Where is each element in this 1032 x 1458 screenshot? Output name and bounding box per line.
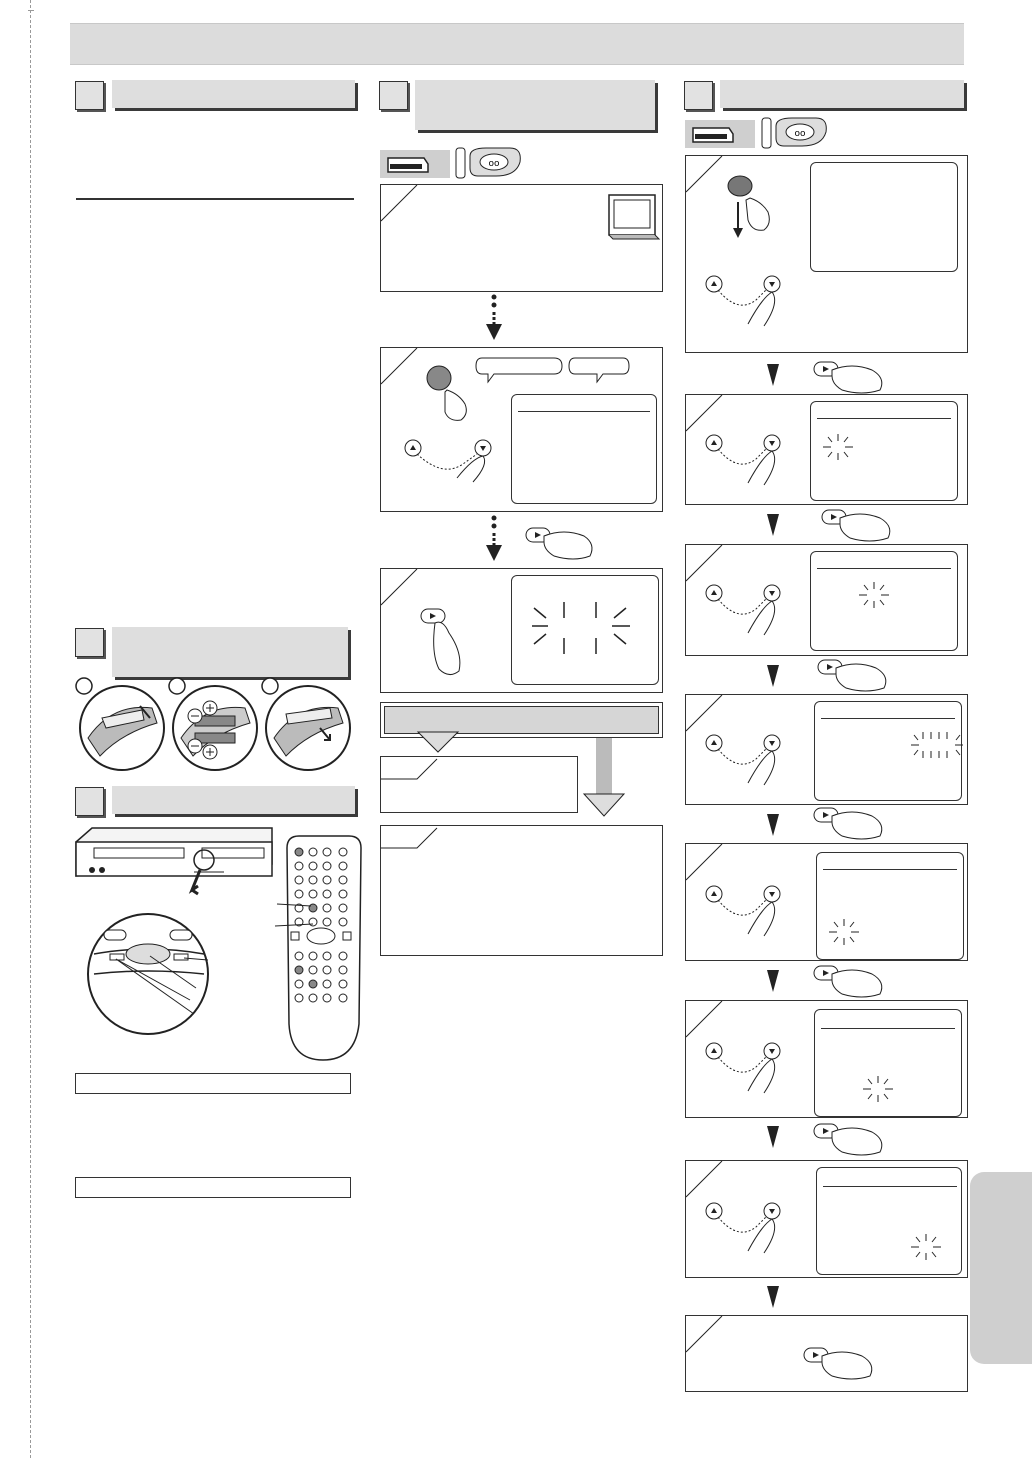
step-corner-mark bbox=[686, 156, 726, 196]
up-down-arrow-icon bbox=[704, 884, 804, 940]
flash-icon bbox=[827, 917, 861, 947]
up-down-arrow-icon bbox=[403, 438, 493, 482]
hand-press-icon bbox=[726, 172, 786, 242]
down-arrow-icon bbox=[484, 294, 504, 344]
flash-icon bbox=[909, 730, 965, 760]
play-button-icon bbox=[816, 656, 896, 692]
branch-arrow-left bbox=[416, 730, 460, 754]
vcr-panel-zoom bbox=[86, 904, 226, 1054]
note-box-1 bbox=[75, 1073, 351, 1094]
step-corner-mark bbox=[686, 1316, 726, 1356]
setup-screen-2 bbox=[810, 401, 958, 501]
flash-icon bbox=[526, 596, 646, 666]
vcr-cassette-icon bbox=[380, 150, 450, 178]
section-number-box-3 bbox=[75, 787, 104, 816]
section-heading-bar-3 bbox=[112, 786, 355, 814]
setup-screen-4 bbox=[814, 701, 962, 801]
play-button-icon bbox=[524, 522, 596, 562]
section-heading-bar-1 bbox=[112, 80, 355, 108]
down-arrow-icon bbox=[484, 515, 504, 565]
section-heading-bar-5 bbox=[720, 80, 964, 108]
branch-panel-2 bbox=[380, 825, 663, 956]
section-number-box-2 bbox=[75, 628, 104, 657]
tv-icon bbox=[609, 195, 657, 239]
page-header-banner bbox=[70, 23, 964, 65]
step-corner-mark bbox=[381, 757, 441, 781]
play-button-icon bbox=[812, 804, 892, 840]
note-box-2 bbox=[75, 1177, 351, 1198]
step-corner-mark bbox=[686, 395, 726, 435]
step-panel-3 bbox=[380, 568, 663, 693]
up-down-arrow-icon bbox=[704, 274, 804, 330]
down-arrow-icon bbox=[766, 512, 780, 538]
remote-control-icon bbox=[283, 834, 363, 1064]
step-corner-mark bbox=[381, 569, 421, 609]
speech-bubble-1 bbox=[474, 356, 564, 384]
flash-icon bbox=[857, 580, 891, 610]
battery-steps-illustration bbox=[72, 678, 357, 778]
setup-step-panel-5 bbox=[685, 843, 968, 961]
setup-screen-6 bbox=[814, 1009, 962, 1117]
setup-step-panel-2 bbox=[685, 394, 968, 505]
step-panel-2 bbox=[380, 347, 663, 512]
up-down-arrow-icon bbox=[704, 583, 804, 639]
up-down-arrow-icon bbox=[704, 1041, 804, 1097]
speech-bubble-2 bbox=[567, 356, 633, 384]
setup-step-panel-1 bbox=[685, 155, 968, 353]
chapter-side-tab bbox=[970, 1172, 1032, 1364]
step-corner-mark bbox=[686, 1161, 726, 1201]
flash-icon bbox=[909, 1232, 943, 1262]
down-arrow-icon bbox=[766, 663, 780, 689]
svg-text:oo: oo bbox=[794, 129, 806, 139]
flash-screen bbox=[511, 575, 659, 685]
setup-screen-7 bbox=[816, 1167, 962, 1275]
play-button-icon bbox=[820, 506, 900, 542]
branch-arrow-right bbox=[582, 738, 626, 818]
section-number-box-1 bbox=[75, 81, 104, 110]
setup-step-panel-4 bbox=[685, 694, 968, 805]
setup-step-panel-8 bbox=[685, 1315, 968, 1392]
setup-screen-5 bbox=[816, 852, 964, 960]
step-corner-mark bbox=[686, 844, 726, 884]
play-button-icon bbox=[812, 962, 892, 998]
flash-icon bbox=[821, 432, 855, 462]
hand-press-icon bbox=[425, 364, 475, 424]
step-corner-mark bbox=[381, 185, 421, 225]
section-heading-bar-4 bbox=[415, 80, 655, 130]
step-corner-mark bbox=[686, 695, 726, 735]
setup-screen-3 bbox=[810, 551, 958, 651]
left-margin-guide bbox=[30, 0, 31, 1458]
down-arrow-icon bbox=[766, 1284, 780, 1310]
up-down-arrow-icon bbox=[704, 1201, 804, 1257]
setup-screen-1 bbox=[810, 162, 958, 272]
section-divider-rule bbox=[76, 198, 354, 200]
battery-step-icon bbox=[169, 678, 257, 770]
step-corner-mark bbox=[381, 826, 441, 850]
section-heading-bar-2 bbox=[112, 627, 348, 677]
setup-step-panel-7 bbox=[685, 1160, 968, 1278]
section-number-box-5 bbox=[684, 81, 713, 110]
down-arrow-icon bbox=[766, 362, 780, 388]
down-arrow-icon bbox=[766, 812, 780, 838]
vcr-cassette-icon bbox=[685, 120, 755, 148]
step-corner-mark bbox=[381, 348, 421, 388]
remote-icon bbox=[762, 116, 832, 150]
setup-step-panel-6 bbox=[685, 1000, 968, 1118]
battery-step-icon bbox=[76, 678, 164, 770]
hand-press-icon bbox=[419, 609, 469, 679]
setup-step-panel-3 bbox=[685, 544, 968, 656]
down-arrow-icon bbox=[766, 1124, 780, 1150]
play-button-icon bbox=[802, 1342, 882, 1382]
section-number-box-4 bbox=[379, 81, 408, 110]
battery-step-icon bbox=[262, 678, 350, 770]
menu-screen bbox=[511, 394, 657, 504]
down-arrow-icon bbox=[766, 968, 780, 994]
flash-icon bbox=[861, 1074, 895, 1104]
up-down-arrow-icon bbox=[704, 733, 804, 789]
remote-icon bbox=[456, 146, 526, 180]
play-button-icon bbox=[812, 1120, 892, 1156]
play-button-icon bbox=[812, 358, 892, 394]
step-panel-1 bbox=[380, 184, 663, 292]
left-margin-tick bbox=[28, 10, 34, 11]
step-corner-mark bbox=[686, 1001, 726, 1041]
step-corner-mark bbox=[686, 545, 726, 585]
svg-text:oo: oo bbox=[488, 159, 500, 169]
up-down-arrow-icon bbox=[704, 433, 804, 489]
branch-panel-1 bbox=[380, 756, 578, 813]
